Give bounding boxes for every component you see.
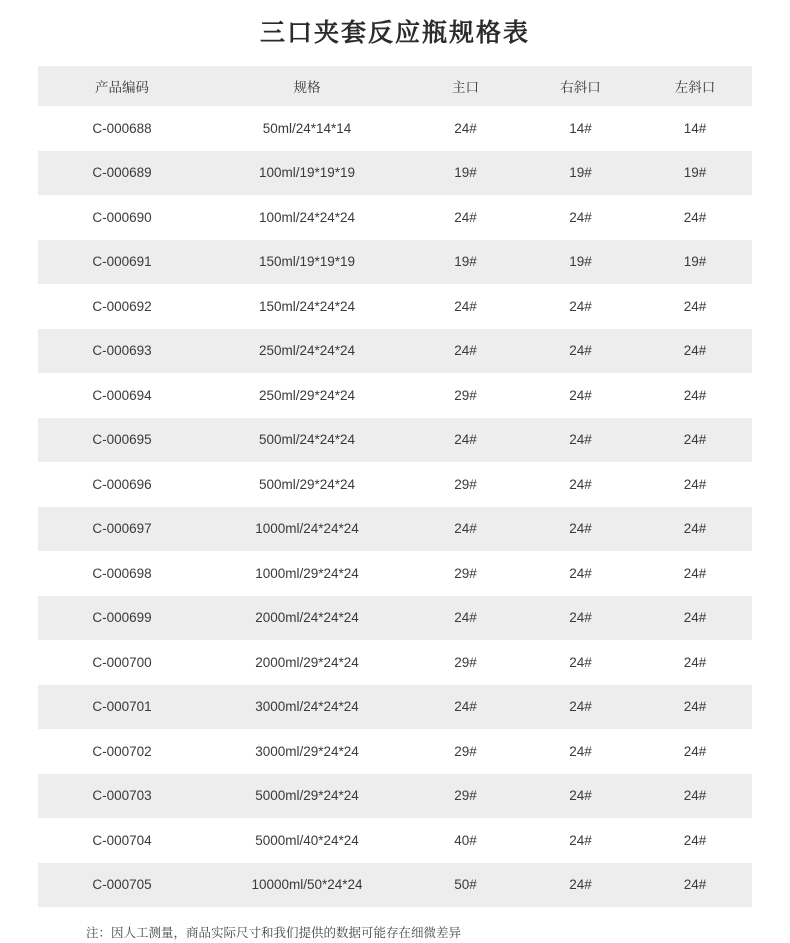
cell-product-code: C-000703 xyxy=(38,774,206,819)
table-row xyxy=(38,596,752,641)
cell-main-port: 24# xyxy=(408,507,523,552)
cell-left-angled-port: 24# xyxy=(638,551,752,596)
table-header-row xyxy=(38,66,752,106)
table-row xyxy=(38,106,752,151)
cell-right-angled-port: 24# xyxy=(523,373,638,418)
cell-specification: 500ml/29*24*24 xyxy=(206,462,408,507)
table-row xyxy=(38,774,752,819)
cell-main-port: 24# xyxy=(408,284,523,329)
cell-right-angled-port: 24# xyxy=(523,818,638,863)
cell-specification: 1000ml/29*24*24 xyxy=(206,551,408,596)
page-title: 三口夹套反应瓶规格表 xyxy=(259,19,530,47)
cell-right-angled-port: 24# xyxy=(523,729,638,774)
measurement-note: 注：因人工测量，商品实际尺寸和我们提供的数据可能存在细微差异 xyxy=(86,926,462,940)
cell-specification: 150ml/24*24*24 xyxy=(206,284,408,329)
cell-right-angled-port: 24# xyxy=(523,596,638,641)
cell-right-angled-port: 24# xyxy=(523,462,638,507)
table-row xyxy=(38,240,752,285)
cell-main-port: 24# xyxy=(408,195,523,240)
cell-specification: 10000ml/50*24*24 xyxy=(206,863,408,908)
cell-specification: 150ml/19*19*19 xyxy=(206,240,408,285)
cell-specification: 5000ml/29*24*24 xyxy=(206,774,408,819)
cell-product-code: C-000698 xyxy=(38,551,206,596)
cell-left-angled-port: 14# xyxy=(638,106,752,151)
table-row xyxy=(38,151,752,196)
table-body xyxy=(38,106,752,907)
cell-left-angled-port: 24# xyxy=(638,418,752,463)
cell-right-angled-port: 24# xyxy=(523,284,638,329)
cell-right-angled-port: 19# xyxy=(523,151,638,196)
column-header-specification: 规格 xyxy=(206,66,408,106)
table-row xyxy=(38,818,752,863)
table-row xyxy=(38,284,752,329)
column-header-product-code: 产品编码 xyxy=(38,66,206,106)
specification-table xyxy=(38,66,752,907)
table-header xyxy=(38,66,752,106)
cell-right-angled-port: 24# xyxy=(523,863,638,908)
cell-left-angled-port: 24# xyxy=(638,195,752,240)
table-row xyxy=(38,551,752,596)
cell-left-angled-port: 19# xyxy=(638,151,752,196)
table-row xyxy=(38,729,752,774)
cell-right-angled-port: 19# xyxy=(523,240,638,285)
cell-left-angled-port: 19# xyxy=(638,240,752,285)
cell-product-code: C-000692 xyxy=(38,284,206,329)
table-row xyxy=(38,195,752,240)
cell-specification: 100ml/24*24*24 xyxy=(206,195,408,240)
cell-main-port: 40# xyxy=(408,818,523,863)
cell-right-angled-port: 24# xyxy=(523,551,638,596)
cell-right-angled-port: 24# xyxy=(523,640,638,685)
table-row xyxy=(38,418,752,463)
cell-product-code: C-000697 xyxy=(38,507,206,552)
cell-specification: 2000ml/24*24*24 xyxy=(206,596,408,641)
cell-main-port: 29# xyxy=(408,774,523,819)
cell-product-code: C-000705 xyxy=(38,863,206,908)
table-row xyxy=(38,863,752,908)
table-row xyxy=(38,329,752,374)
cell-main-port: 29# xyxy=(408,462,523,507)
cell-right-angled-port: 24# xyxy=(523,418,638,463)
cell-specification: 50ml/24*14*14 xyxy=(206,106,408,151)
cell-product-code: C-000693 xyxy=(38,329,206,374)
cell-left-angled-port: 24# xyxy=(638,507,752,552)
cell-main-port: 24# xyxy=(408,106,523,151)
cell-product-code: C-000701 xyxy=(38,685,206,730)
cell-product-code: C-000700 xyxy=(38,640,206,685)
cell-left-angled-port: 24# xyxy=(638,818,752,863)
cell-specification: 3000ml/24*24*24 xyxy=(206,685,408,730)
cell-left-angled-port: 24# xyxy=(638,774,752,819)
table-row xyxy=(38,373,752,418)
cell-specification: 250ml/24*24*24 xyxy=(206,329,408,374)
cell-main-port: 24# xyxy=(408,329,523,374)
cell-right-angled-port: 24# xyxy=(523,195,638,240)
cell-main-port: 19# xyxy=(408,240,523,285)
cell-product-code: C-000702 xyxy=(38,729,206,774)
cell-left-angled-port: 24# xyxy=(638,729,752,774)
cell-left-angled-port: 24# xyxy=(638,373,752,418)
table-row xyxy=(38,507,752,552)
cell-product-code: C-000690 xyxy=(38,195,206,240)
cell-product-code: C-000688 xyxy=(38,106,206,151)
cell-right-angled-port: 24# xyxy=(523,507,638,552)
cell-main-port: 29# xyxy=(408,551,523,596)
cell-product-code: C-000699 xyxy=(38,596,206,641)
table-row xyxy=(38,462,752,507)
cell-product-code: C-000704 xyxy=(38,818,206,863)
table-row xyxy=(38,685,752,730)
cell-specification: 5000ml/40*24*24 xyxy=(206,818,408,863)
cell-left-angled-port: 24# xyxy=(638,284,752,329)
cell-specification: 1000ml/24*24*24 xyxy=(206,507,408,552)
cell-product-code: C-000696 xyxy=(38,462,206,507)
cell-product-code: C-000689 xyxy=(38,151,206,196)
cell-main-port: 29# xyxy=(408,640,523,685)
cell-right-angled-port: 24# xyxy=(523,685,638,730)
cell-main-port: 19# xyxy=(408,151,523,196)
cell-main-port: 24# xyxy=(408,685,523,730)
cell-product-code: C-000694 xyxy=(38,373,206,418)
cell-left-angled-port: 24# xyxy=(638,685,752,730)
cell-left-angled-port: 24# xyxy=(638,596,752,641)
cell-specification: 3000ml/29*24*24 xyxy=(206,729,408,774)
cell-main-port: 29# xyxy=(408,373,523,418)
cell-specification: 100ml/19*19*19 xyxy=(206,151,408,196)
cell-main-port: 29# xyxy=(408,729,523,774)
cell-product-code: C-000691 xyxy=(38,240,206,285)
table-row xyxy=(38,640,752,685)
cell-main-port: 24# xyxy=(408,418,523,463)
cell-main-port: 50# xyxy=(408,863,523,908)
cell-right-angled-port: 14# xyxy=(523,106,638,151)
cell-product-code: C-000695 xyxy=(38,418,206,463)
column-header-right-angled-port: 右斜口 xyxy=(523,66,638,106)
cell-left-angled-port: 24# xyxy=(638,462,752,507)
cell-left-angled-port: 24# xyxy=(638,640,752,685)
cell-left-angled-port: 24# xyxy=(638,329,752,374)
cell-right-angled-port: 24# xyxy=(523,329,638,374)
cell-right-angled-port: 24# xyxy=(523,774,638,819)
cell-specification: 2000ml/29*24*24 xyxy=(206,640,408,685)
cell-specification: 500ml/24*24*24 xyxy=(206,418,408,463)
cell-left-angled-port: 24# xyxy=(638,863,752,908)
column-header-left-angled-port: 左斜口 xyxy=(638,66,752,106)
cell-main-port: 24# xyxy=(408,596,523,641)
cell-specification: 250ml/29*24*24 xyxy=(206,373,408,418)
column-header-main-port: 主口 xyxy=(408,66,523,106)
